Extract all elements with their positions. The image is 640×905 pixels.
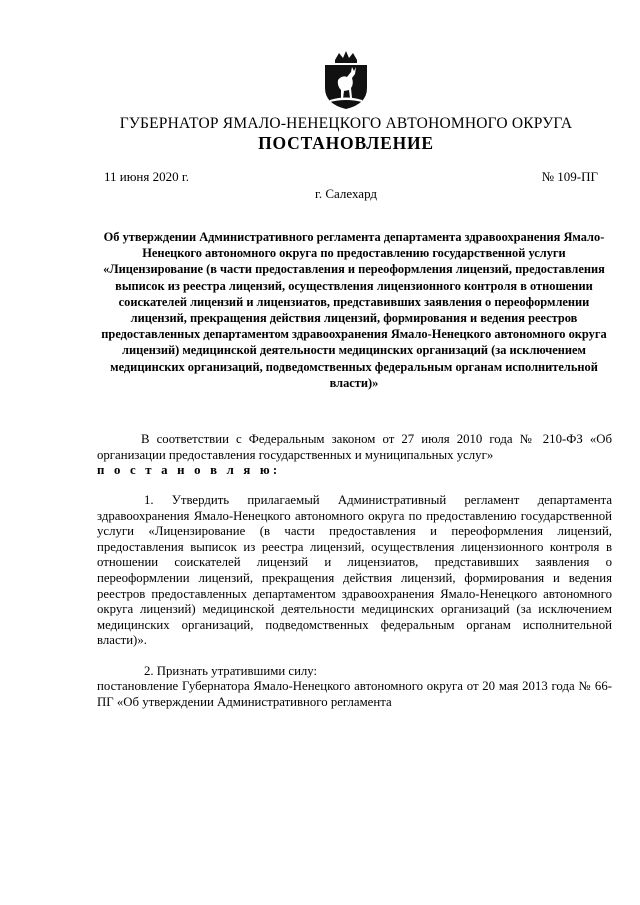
preamble-paragraph: В соответствии с Федеральным законом от 27 июля 2010 года № 210-ФЗ «Об организации предоставления государственных и муниципальных услуг» — [97, 432, 612, 462]
coat-of-arms-icon — [321, 50, 371, 110]
item-2-paragraph: постановление Губернатора Ямало-Ненецкого автономного округа от 20 мая 2013 года № 66-ПГ «Об утверждении Административного регламента — [97, 679, 612, 709]
document-type: ПОСТАНОВЛЕНИЕ — [258, 133, 434, 153]
document-city: г. Салехард — [314, 186, 378, 201]
item-2-heading: 2. Признать утратившими силу: — [144, 664, 318, 678]
decree-word: п о с т а н о в л я ю: — [97, 463, 281, 477]
document-number: № 109-ПГ — [541, 169, 598, 184]
authority-heading: ГУБЕРНАТОР ЯМАЛО-НЕНЕЦКОГО АВТОНОМНОГО ОКРУГА — [119, 115, 573, 132]
item-1-paragraph: 1. Утвердить прилагаемый Административный регламент департамента здравоохранения Ямало-Ненецкого автономного округа по предоставлению государственной услуги «Лицензирование (в части предоставления и переоформления лицензий, предоставления выписок из реестра лицензий, осуществления лицензионного контроля в отношении соискателей лицензий и лицензиатов, представивших заявления о переоформлении лицензий, прекращения действия лицензий, формирования и ведения реестров предоставленных департаментом здравоохранения Ямало-Ненецкого автономного округа лицензий) медицинской деятельности медицинских организаций (за исключением медицинских организаций, подведомственных федеральным органам исполнительной власти)». — [97, 493, 612, 648]
document-date: 11 июня 2020 г. — [104, 169, 189, 184]
document-title: Об утверждении Административного регламента департамента здравоохранения Ямало-Ненецкого автономного округа по предоставлению государственной услуги «Лицензирование (в части предоставления и переоформления лицензий, предоставления выписок из реестра лицензий, осуществления лицензионного контроля в отношении соискателей лицензий и лицензиатов, представивших заявления о переоформлении лицензий, прекращения действия лицензий, формирования и ведения реестров предоставленных департаментом здравоохранения Ямало-Ненецкого автономного округа лицензий) медицинской деятельности медицинских организаций (за исключением медицинских организаций, подведомственных федеральным органам исполнительной власти)» — [101, 230, 607, 390]
